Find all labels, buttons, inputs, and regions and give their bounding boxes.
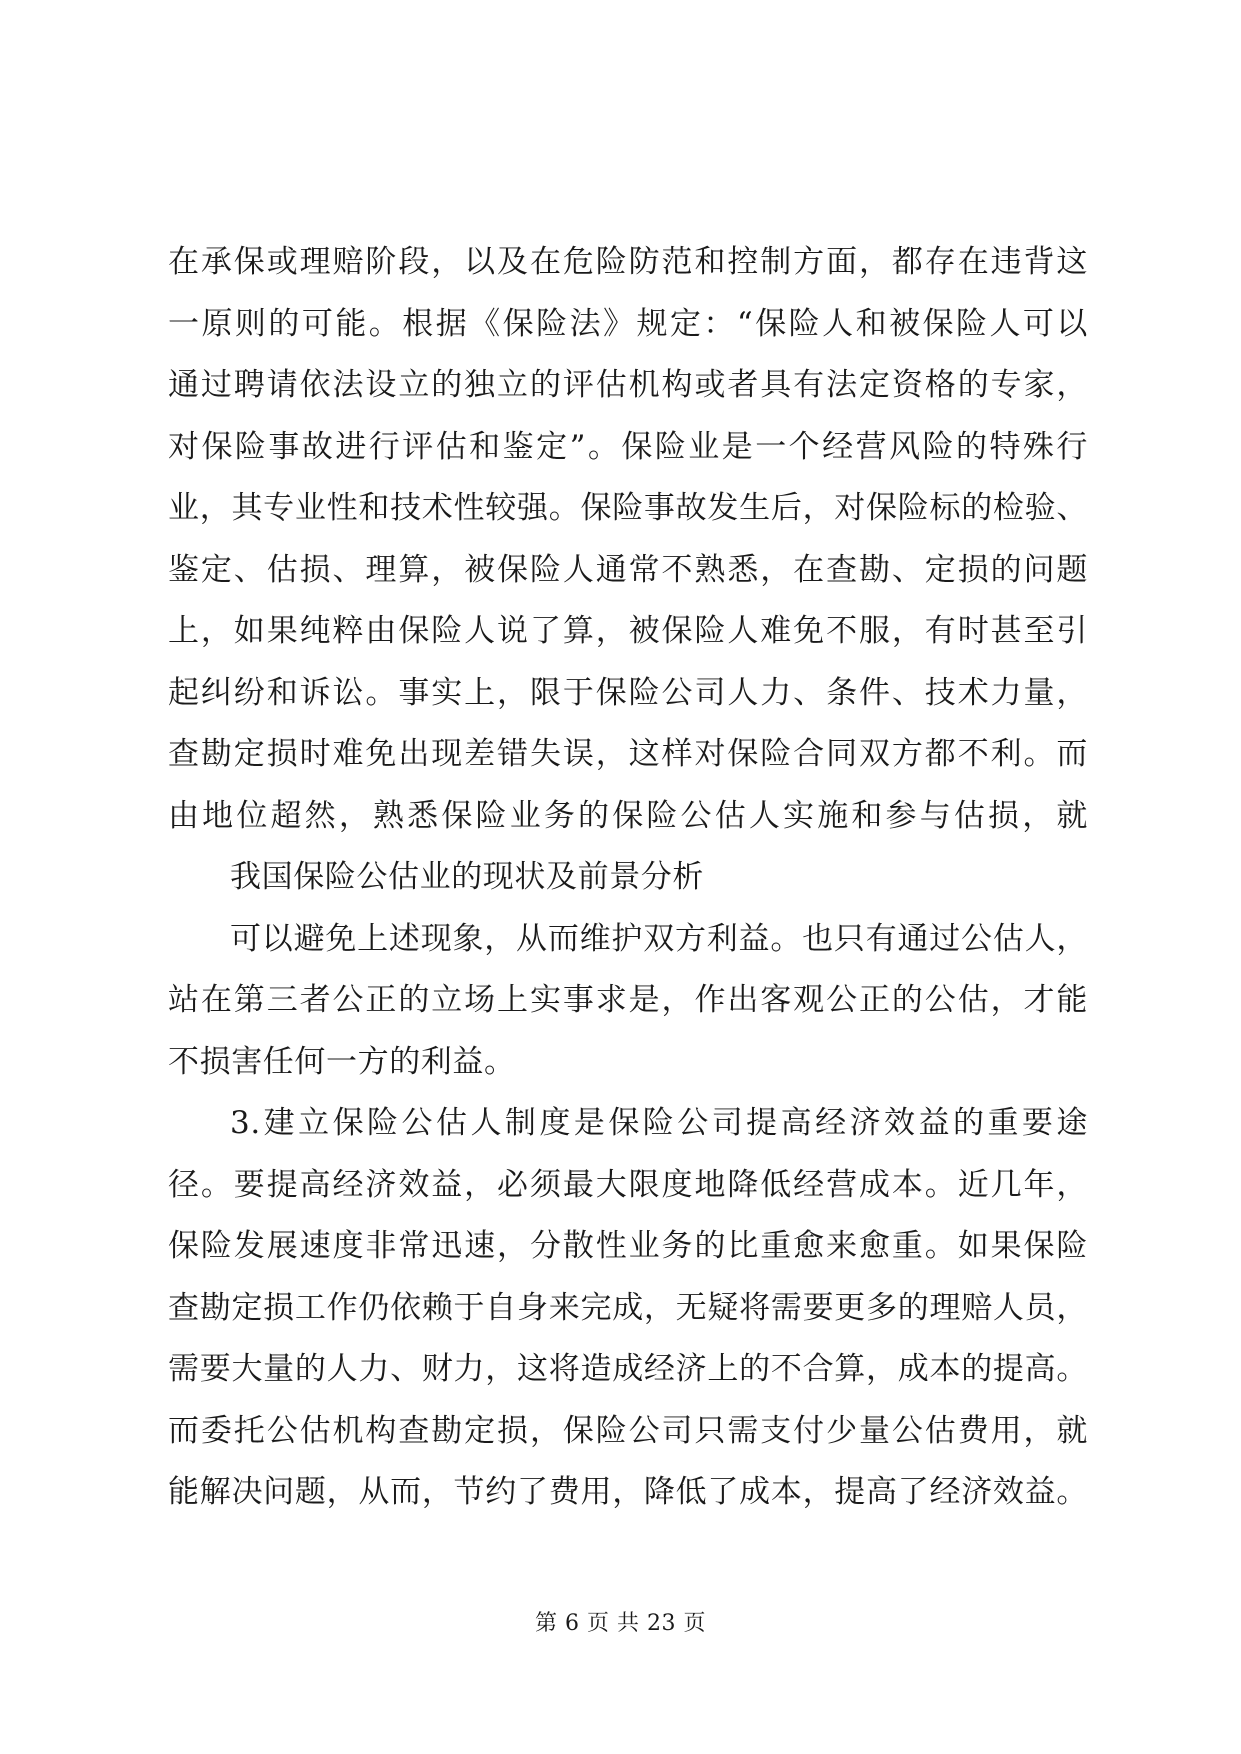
text-line: 由地位超然，熟悉保险业务的保险公估人实施和参与估损，就 xyxy=(168,797,1088,834)
text-line: 上，如果纯粹由保险人说了算，被保险人难免不服，有时甚至引 xyxy=(168,613,1088,649)
text-line: 站在第三者公正的立场上实事求是，作出客观公正的公估，才能 xyxy=(168,982,1088,1018)
text-line: 保险发展速度非常迅速，分散性业务的比重愈来愈重。如果保险 xyxy=(168,1228,1088,1264)
text-line: 查勘定损工作仍依赖于自身来完成，无疑将需要更多的理赔人员， xyxy=(168,1289,1088,1326)
text-line: 起纠纷和诉讼。事实上，限于保险公司人力、条件、技术力量， xyxy=(168,674,1088,711)
section-heading: 我国保险公估业的现状及前景分析 xyxy=(230,859,704,895)
text-line: 径。要提高经济效益，必须最大限度地降低经营成本。近几年， xyxy=(168,1166,1088,1203)
text-line: 鉴定、估损、理算，被保险人通常不熟悉，在查勘、定损的问题 xyxy=(168,551,1088,588)
text-line: 不损害任何一方的利益。 xyxy=(168,1043,516,1080)
page-number-footer: 第 6 页 共 23 页 xyxy=(535,1611,706,1636)
text-line: 查勘定损时难免出现差错失误，这样对保险合同双方都不利。而 xyxy=(168,736,1088,772)
text-line: 需要大量的人力、财力，这将造成经济上的不合算，成本的提高。 xyxy=(168,1351,1088,1387)
text-line: 3.建立保险公估人制度是保险公司提高经济效益的重要途 xyxy=(230,1105,1088,1141)
text-line: 对保险事故进行评估和鉴定”。保险业是一个经营风险的特殊行 xyxy=(168,428,1088,465)
text-line: 通过聘请依法设立的独立的评估机构或者具有法定资格的专家， xyxy=(168,367,1088,403)
text-line: 业，其专业性和技术性较强。保险事故发生后，对保险标的检验、 xyxy=(168,490,1088,526)
text-line: 可以避免上述现象，从而维护双方利益。也只有通过公估人， xyxy=(230,920,1088,957)
body-text xyxy=(168,232,1088,1524)
text-line: 一原则的可能。根据《保险法》规定：“保险人和被保险人可以 xyxy=(168,305,1088,342)
text-line: 而委托公估机构查勘定损，保险公司只需支付少量公估费用，就 xyxy=(168,1412,1088,1449)
text-line: 能解决问题，从而，节约了费用，降低了成本，提高了经济效益。 xyxy=(168,1474,1088,1510)
text-line: 在承保或理赔阶段，以及在危险防范和控制方面，都存在违背这 xyxy=(168,244,1088,280)
